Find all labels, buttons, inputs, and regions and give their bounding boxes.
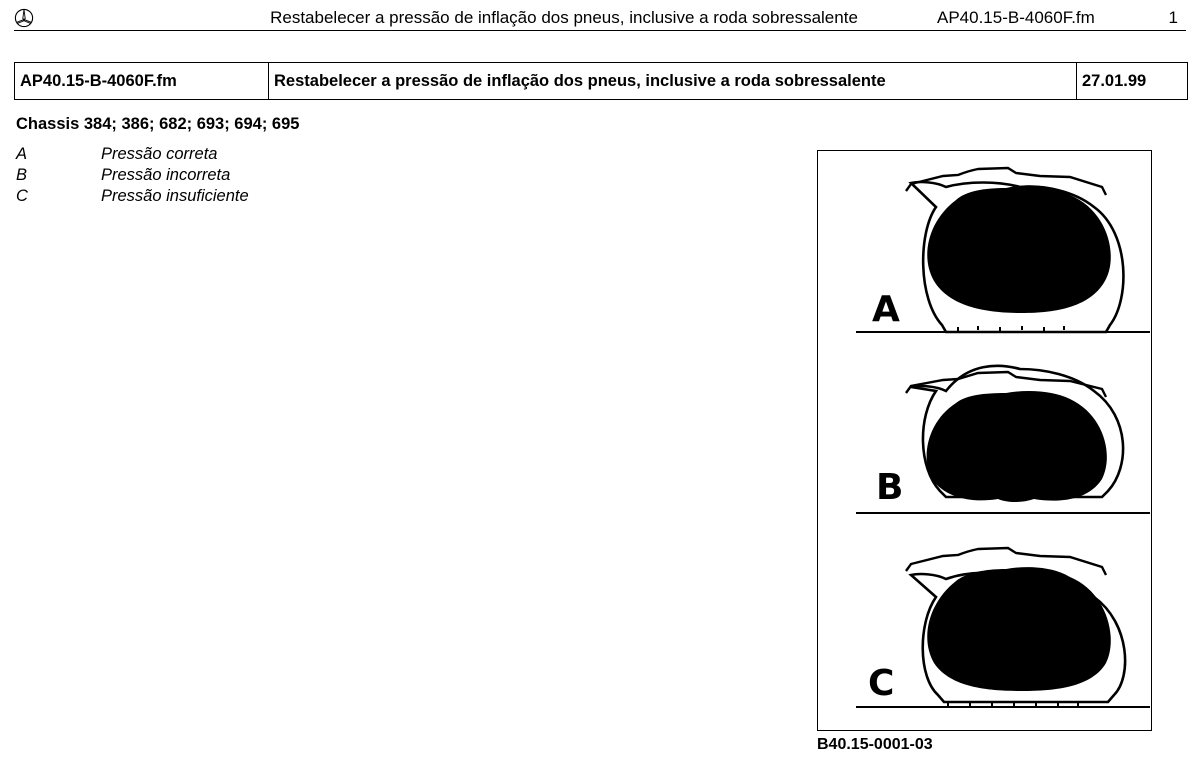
tire-panel-b [856, 366, 1150, 513]
tire-panel-a [856, 168, 1150, 332]
info-title: Restabelecer a pressão de inflação dos pneus, inclusive a roda sobressalente [269, 63, 1077, 100]
panel-label-b: B [876, 467, 904, 508]
info-doc-id: AP40.15-B-4060F.fm [15, 63, 269, 100]
tire-panel-c [856, 548, 1150, 707]
legend [16, 145, 249, 208]
header-doc-id: AP40.15-B-4060F.fm [937, 8, 1095, 27]
legend-item [16, 187, 249, 208]
chassis-list: Chassis 384; 386; 682; 693; 694; 695 [16, 115, 300, 133]
legend-text: Pressão insuficiente [101, 187, 249, 205]
figure-caption: B40.15-0001-03 [817, 736, 933, 753]
legend-key: A [16, 145, 28, 163]
legend-key: C [16, 187, 28, 205]
legend-item [16, 145, 249, 166]
page-header [14, 6, 1186, 31]
tire-cross-section-icon [818, 151, 1150, 729]
header-title: Restabelecer a pressão de inflação dos pneus, inclusive a roda sobressalente [270, 8, 858, 27]
legend-text: Pressão incorreta [101, 166, 231, 184]
tire-pressure-figure [817, 150, 1152, 731]
page-number: 1 [1168, 8, 1178, 27]
panel-label-a: A [872, 289, 900, 330]
document-info-table [14, 62, 1188, 100]
legend-text: Pressão correta [101, 145, 218, 163]
legend-item [16, 166, 249, 187]
panel-label-c: C [868, 663, 895, 704]
info-date: 27.01.99 [1077, 63, 1188, 100]
legend-key: B [16, 166, 28, 184]
